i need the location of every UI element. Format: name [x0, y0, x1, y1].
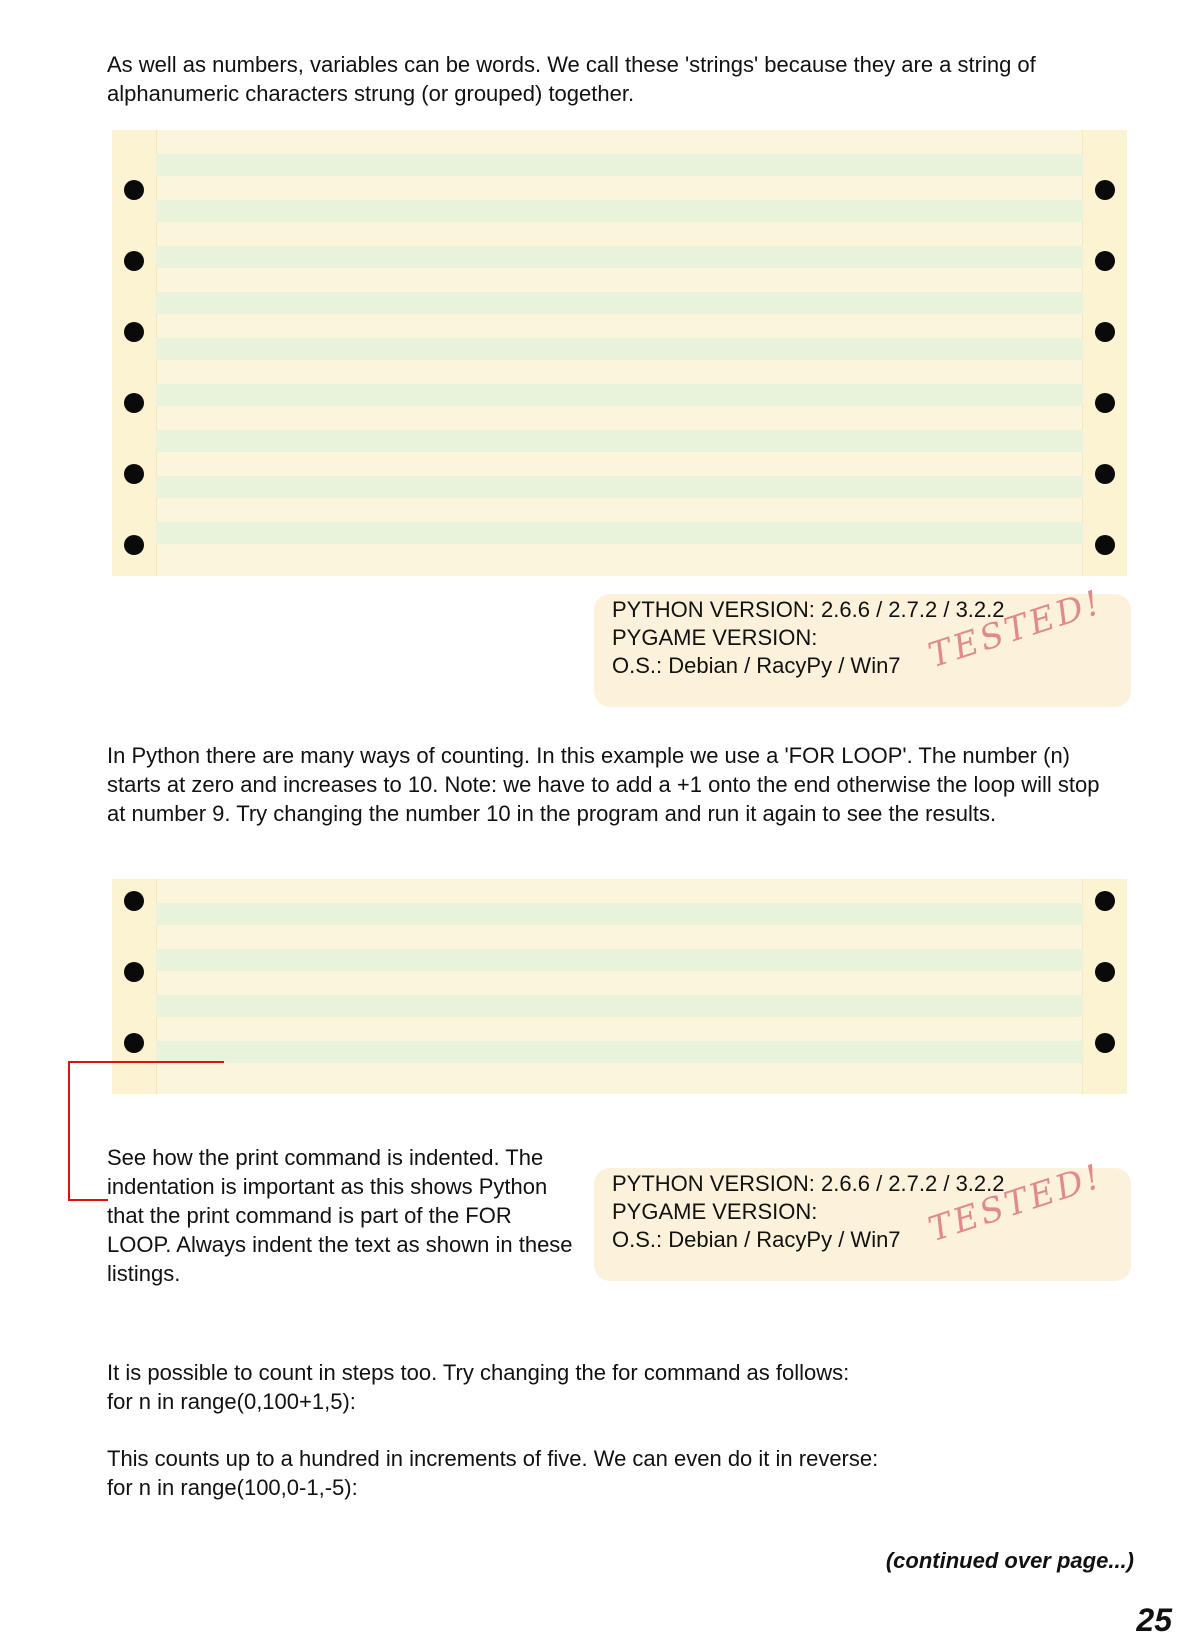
tractor-hole	[1095, 962, 1115, 982]
tractor-hole	[1095, 464, 1115, 484]
pygame-version: PYGAME VERSION:	[612, 1199, 818, 1224]
code-listing-2	[112, 879, 1127, 1094]
indentation-note: See how the print command is indented. The indentation is important as this shows Python that the print command is part of the FOR LOOP. Always indent the text as shown in these listings.	[107, 1145, 573, 1286]
continued-note: (continued over page...)	[885, 1548, 1134, 1573]
code-listing-1	[112, 130, 1127, 576]
tractor-hole	[124, 322, 144, 342]
tractor-hole	[124, 251, 144, 271]
os-version: O.S.: Debian / RacyPy / Win7	[612, 653, 901, 678]
python-version: PYTHON VERSION: 2.6.6 / 2.7.2 / 3.2.2	[612, 597, 1005, 622]
tractor-hole	[1095, 322, 1115, 342]
tractor-hole	[124, 180, 144, 200]
tractor-hole	[1095, 1033, 1115, 1053]
reverse-paragraph: This counts up to a hundred in increments of five. We can even do it in reverse:	[107, 1446, 879, 1471]
tractor-hole	[1095, 393, 1115, 413]
pygame-version: PYGAME VERSION:	[612, 625, 818, 650]
tested-stamp: TESTED!	[923, 1156, 1108, 1250]
tractor-hole	[1095, 891, 1115, 911]
tractor-hole	[124, 962, 144, 982]
tractor-hole	[1095, 180, 1115, 200]
for-loop-paragraph: In Python there are many ways of counting. In this example we use a 'FOR LOOP'. The number (n) starts at zero and increases to 10. Note: we have to add a +1 onto the end otherwise the loop will stop at number 9. Try changing the number 10 in the program and run it again to see the results.	[107, 743, 1100, 826]
tested-box	[594, 582, 1131, 707]
indent-marker-top	[68, 1061, 224, 1063]
page-number: 25	[1136, 1602, 1172, 1638]
tractor-hole	[124, 1033, 144, 1053]
tractor-hole	[124, 464, 144, 484]
tractor-hole	[124, 393, 144, 413]
tractor-hole	[1095, 535, 1115, 555]
tractor-hole	[124, 891, 144, 911]
steps-paragraph: It is possible to count in steps too. Try changing the for command as follows:	[107, 1360, 850, 1385]
os-version: O.S.: Debian / RacyPy / Win7	[612, 1227, 901, 1252]
tested-stamp: TESTED!	[923, 582, 1108, 676]
indent-marker-bottom	[68, 1199, 108, 1201]
tractor-hole	[1095, 251, 1115, 271]
tested-box	[594, 1156, 1131, 1281]
reverse-code-example: for n in range(100,0-1,-5):	[107, 1475, 358, 1500]
intro-paragraph: As well as numbers, variables can be words. We call these 'strings' because they are a string of alphanumeric characters strung (or grouped) together.	[107, 52, 1036, 106]
indent-marker-vertical	[68, 1061, 70, 1201]
tractor-hole	[124, 535, 144, 555]
steps-code-example: for n in range(0,100+1,5):	[107, 1389, 356, 1414]
python-version: PYTHON VERSION: 2.6.6 / 2.7.2 / 3.2.2	[612, 1171, 1005, 1196]
